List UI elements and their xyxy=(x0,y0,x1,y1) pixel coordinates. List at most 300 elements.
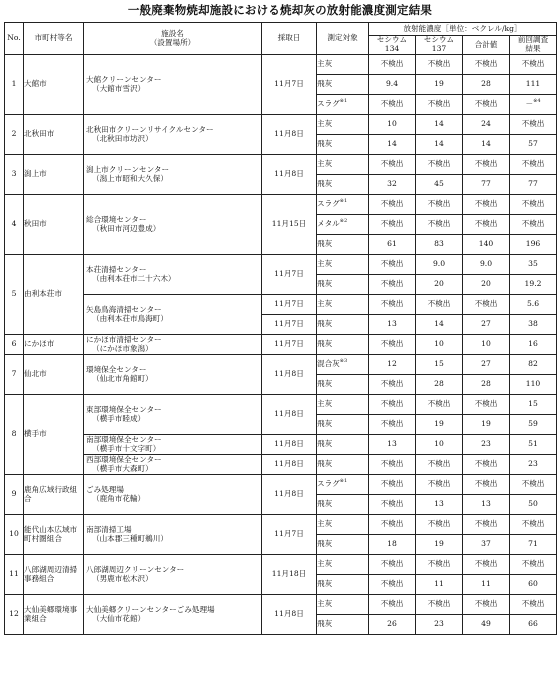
header-target: 測定対象 xyxy=(317,23,369,55)
value-previous xyxy=(510,135,557,155)
value-previous xyxy=(510,175,557,195)
value-previous xyxy=(510,555,557,575)
value-total: 不検出 xyxy=(463,55,510,75)
value-cs134: 不検出 xyxy=(369,395,416,415)
row-number: 4 xyxy=(5,195,24,255)
table-row xyxy=(5,115,557,135)
value-cs134: 不検出 xyxy=(369,455,416,475)
header-previous: 前回調査 結果 xyxy=(510,36,557,55)
facility-cell xyxy=(84,555,262,595)
value-cs137: 不検出 xyxy=(416,475,463,495)
facility-name: 矢島鳥海清掃センター xyxy=(86,304,162,314)
measure-target-label: 主灰 xyxy=(317,259,333,269)
measure-target xyxy=(317,395,369,415)
header-total: 合計値 xyxy=(463,36,510,55)
header-facility-location: （設置場所） xyxy=(149,37,196,47)
row-number: 7 xyxy=(5,355,24,395)
value-cs134: 不検出 xyxy=(369,195,416,215)
row-number: 6 xyxy=(5,335,24,355)
value-cs137: 10 xyxy=(416,435,463,455)
measure-target xyxy=(317,175,369,195)
value-total: 不検出 xyxy=(463,215,510,235)
measure-target xyxy=(317,475,369,495)
measure-target-label: 主灰 xyxy=(317,559,333,569)
value-total: 28 xyxy=(463,375,510,395)
page-title: 一般廃棄物焼却施設における焼却灰の放射能濃度測定結果 xyxy=(127,3,433,17)
value-cs134: 不検出 xyxy=(369,555,416,575)
value-cs134: 不検出 xyxy=(369,475,416,495)
facility-location: （横手市大森町） xyxy=(92,463,153,473)
value-previous xyxy=(510,435,557,455)
measure-target-label: メタル xyxy=(317,219,340,229)
value-previous xyxy=(510,415,557,435)
measure-target xyxy=(317,495,369,515)
value-previous-text: 不検出 xyxy=(521,119,545,129)
facility-cell xyxy=(84,195,262,255)
value-previous-text: 35 xyxy=(528,259,538,269)
value-previous xyxy=(510,615,557,635)
city-name: 由利本荘市 xyxy=(24,255,84,335)
table-row xyxy=(5,295,557,315)
value-previous-text: 57 xyxy=(528,139,538,149)
measure-target xyxy=(317,515,369,535)
measure-target xyxy=(317,195,369,215)
facility-location: （北秋田市坊沢） xyxy=(92,133,153,143)
value-previous-text: 23 xyxy=(528,459,538,469)
city-name: にかほ市 xyxy=(24,335,84,355)
value-cs134: 18 xyxy=(369,535,416,555)
table-row xyxy=(5,555,557,575)
table-row xyxy=(5,195,557,215)
value-cs134: 13 xyxy=(369,435,416,455)
row-number: 2 xyxy=(5,115,24,155)
header-cs134: セシウム 134 xyxy=(369,36,416,55)
value-previous-text: 110 xyxy=(525,379,541,389)
header-no: No. xyxy=(5,23,24,55)
value-total: 23 xyxy=(463,435,510,455)
value-total: 不検出 xyxy=(463,475,510,495)
value-cs134: 不検出 xyxy=(369,155,416,175)
value-cs137: 不検出 xyxy=(416,295,463,315)
table-row xyxy=(5,395,557,415)
measure-target xyxy=(317,55,369,75)
facility-cell xyxy=(84,115,262,155)
facility-cell xyxy=(84,435,262,455)
value-cs134: 不検出 xyxy=(369,95,416,115)
facility-name: 大仙美郷クリーンセンターごみ処理場 xyxy=(86,604,215,614)
value-cs137: 10 xyxy=(416,335,463,355)
value-total: 20 xyxy=(463,275,510,295)
facility-location: （大館市雪沢） xyxy=(92,83,146,93)
row-number: 3 xyxy=(5,155,24,195)
value-previous-text: 60 xyxy=(528,579,538,589)
sampling-date: 11月15日 xyxy=(262,195,317,255)
value-cs137: 19 xyxy=(416,415,463,435)
value-previous-text: 15 xyxy=(528,399,538,409)
measure-target-label: 飛灰 xyxy=(317,419,333,429)
measure-target xyxy=(317,455,369,475)
sampling-date: 11月7日 xyxy=(262,335,317,355)
value-cs134: 不検出 xyxy=(369,295,416,315)
value-cs137: 14 xyxy=(416,315,463,335)
city-name: 横手市 xyxy=(24,395,84,475)
value-total: 27 xyxy=(463,355,510,375)
facility-cell xyxy=(84,475,262,515)
value-previous-text: 71 xyxy=(528,539,538,549)
header-facility-name: 施設名 xyxy=(161,28,184,38)
value-total: 不検出 xyxy=(463,595,510,615)
facility-name: 潟上市クリーンセンター xyxy=(86,164,170,174)
measure-target-label: 主灰 xyxy=(317,299,333,309)
value-cs134: 10 xyxy=(369,115,416,135)
measure-target-label: 飛灰 xyxy=(317,179,333,189)
table-row xyxy=(5,55,557,75)
measure-target xyxy=(317,295,369,315)
header-concentration: 放射能濃度［単位：ベクレル/kg］ xyxy=(369,23,557,36)
city-name: 八郎湖周辺清掃事務組合 xyxy=(24,555,84,595)
measure-target xyxy=(317,75,369,95)
value-previous xyxy=(510,595,557,615)
value-previous-text: 不検出 xyxy=(521,159,545,169)
value-previous-text: 59 xyxy=(528,419,538,429)
measure-target-label: 飛灰 xyxy=(317,439,333,449)
value-cs137: 不検出 xyxy=(416,595,463,615)
sampling-date: 11月7日 xyxy=(262,315,317,335)
table-row xyxy=(5,455,557,475)
value-previous xyxy=(510,395,557,415)
value-previous xyxy=(510,355,557,375)
facility-name: 北秋田市クリーンリサイクルセンター xyxy=(86,124,214,134)
value-cs134: 不検出 xyxy=(369,375,416,395)
sampling-date: 11月8日 xyxy=(262,155,317,195)
value-cs137: 不検出 xyxy=(416,455,463,475)
value-previous xyxy=(510,375,557,395)
measure-target xyxy=(317,415,369,435)
value-previous xyxy=(510,75,557,95)
row-number: 10 xyxy=(5,515,24,555)
value-previous xyxy=(510,235,557,255)
value-cs137: 15 xyxy=(416,355,463,375)
facility-location: （横手市十文字町） xyxy=(92,443,161,453)
city-name: 北秋田市 xyxy=(24,115,84,155)
city-name: 秋田市 xyxy=(24,195,84,255)
measure-target-label: 飛灰 xyxy=(317,279,333,289)
facility-location: （山本郡三種町鵜川） xyxy=(92,533,168,543)
value-cs137: 23 xyxy=(416,615,463,635)
measure-target-label: 飛灰 xyxy=(317,539,333,549)
measure-target xyxy=(317,535,369,555)
header-date: 採取日 xyxy=(262,23,317,55)
value-previous-text: 不検出 xyxy=(521,559,545,569)
sampling-date: 11月8日 xyxy=(262,355,317,395)
value-previous xyxy=(510,535,557,555)
value-cs134: 不検出 xyxy=(369,595,416,615)
value-total: 10 xyxy=(463,335,510,355)
value-previous-text: 不検出 xyxy=(521,199,545,209)
table-row xyxy=(5,155,557,175)
facility-location: （にかほ市象潟） xyxy=(92,343,153,353)
measure-target xyxy=(317,615,369,635)
value-previous xyxy=(510,155,557,175)
value-previous xyxy=(510,455,557,475)
measure-target-label: 混合灰 xyxy=(317,359,340,369)
value-total: 24 xyxy=(463,115,510,135)
value-cs137: 14 xyxy=(416,135,463,155)
value-total: 140 xyxy=(463,235,510,255)
value-previous-text: 77 xyxy=(528,179,538,189)
value-previous xyxy=(510,575,557,595)
sampling-date: 11月8日 xyxy=(262,595,317,635)
header-city: 市町村等名 xyxy=(24,23,84,55)
row-number: 1 xyxy=(5,55,24,115)
value-cs134: 9.4 xyxy=(369,75,416,95)
sampling-date: 11月8日 xyxy=(262,115,317,155)
value-cs134: 不検出 xyxy=(369,275,416,295)
value-total: 不検出 xyxy=(463,395,510,415)
table-row xyxy=(5,595,557,615)
sampling-date: 11月8日 xyxy=(262,475,317,515)
value-previous-text: 196 xyxy=(525,239,541,249)
facility-name: 総合環境センター xyxy=(86,214,147,224)
value-previous xyxy=(510,315,557,335)
value-total: 49 xyxy=(463,615,510,635)
value-total: 11 xyxy=(463,575,510,595)
value-previous xyxy=(510,335,557,355)
row-number: 11 xyxy=(5,555,24,595)
value-cs137: 不検出 xyxy=(416,95,463,115)
sampling-date: 11月8日 xyxy=(262,455,317,475)
value-previous-text: 111 xyxy=(525,79,541,89)
value-previous-text: 不検出 xyxy=(521,219,545,229)
facility-name: 八郎湖周辺クリーンセンター xyxy=(86,564,185,574)
value-cs134: 12 xyxy=(369,355,416,375)
facility-location: （大仙市花館） xyxy=(92,613,146,623)
value-cs137: 不検出 xyxy=(416,195,463,215)
facility-cell xyxy=(84,595,262,635)
measure-target-label: 飛灰 xyxy=(317,239,333,249)
city-name: 潟上市 xyxy=(24,155,84,195)
results-body xyxy=(5,55,557,635)
city-name: 大仙美郷環境事業組合 xyxy=(24,595,84,635)
value-previous xyxy=(510,255,557,275)
city-name: 能代山本広域市町村圏組合 xyxy=(24,515,84,555)
value-cs137: 19 xyxy=(416,75,463,95)
measure-target-label: 主灰 xyxy=(317,59,333,69)
value-cs137: 45 xyxy=(416,175,463,195)
value-previous-text: 不検出 xyxy=(521,599,545,609)
value-cs134: 13 xyxy=(369,315,416,335)
value-total: 14 xyxy=(463,135,510,155)
facility-name: 南部清掃工場 xyxy=(86,524,132,534)
value-cs137: 28 xyxy=(416,375,463,395)
measure-target-label: 飛灰 xyxy=(317,459,333,469)
measure-target xyxy=(317,555,369,575)
value-cs134: 不検出 xyxy=(369,495,416,515)
value-previous-text: 82 xyxy=(528,359,538,369)
measure-target xyxy=(317,155,369,175)
facility-location: （由利本荘市鳥海町） xyxy=(92,313,168,323)
value-cs134: 14 xyxy=(369,135,416,155)
measure-target-label: 主灰 xyxy=(317,519,333,529)
measure-target-label: 飛灰 xyxy=(317,139,333,149)
measure-target xyxy=(317,95,369,115)
table-row xyxy=(5,475,557,495)
footnote-mark: ※2 xyxy=(339,218,348,225)
value-cs134: 不検出 xyxy=(369,215,416,235)
measure-target xyxy=(317,595,369,615)
measure-target-label: 飛灰 xyxy=(317,619,333,629)
facility-location: （秋田市河辺豊成） xyxy=(92,223,161,233)
measure-target-label: 飛灰 xyxy=(317,79,333,89)
value-previous xyxy=(510,475,557,495)
facility-cell xyxy=(84,355,262,395)
facility-name: 環境保全センター xyxy=(86,364,147,374)
measure-target xyxy=(317,355,369,375)
measure-target-label: 主灰 xyxy=(317,599,333,609)
measure-target xyxy=(317,375,369,395)
measure-target-label: 飛灰 xyxy=(317,319,333,329)
value-cs134: 不検出 xyxy=(369,335,416,355)
sampling-date: 11月18日 xyxy=(262,555,317,595)
measure-target xyxy=(317,315,369,335)
city-name: 大館市 xyxy=(24,55,84,115)
value-previous-text: 38 xyxy=(528,319,538,329)
value-cs137: 不検出 xyxy=(416,515,463,535)
value-previous-text: 5.6 xyxy=(526,299,540,309)
measure-target xyxy=(317,435,369,455)
value-previous xyxy=(510,115,557,135)
facility-name: ごみ処理場 xyxy=(86,484,124,494)
value-previous xyxy=(510,55,557,75)
value-cs137: 不検出 xyxy=(416,155,463,175)
facility-location: （仙北市角館町） xyxy=(92,373,153,383)
facility-location: （潟上市昭和大久保） xyxy=(92,173,168,183)
value-previous-text: 不検出 xyxy=(521,59,545,69)
sampling-date: 11月7日 xyxy=(262,295,317,315)
measure-target xyxy=(317,275,369,295)
facility-cell xyxy=(84,455,262,475)
footnote-mark: ※4 xyxy=(533,98,541,105)
value-previous-text: 不検出 xyxy=(521,519,545,529)
facility-name: 本荘清掃センター xyxy=(86,264,147,274)
measure-target xyxy=(317,575,369,595)
table-row xyxy=(5,255,557,275)
sampling-date: 11月8日 xyxy=(262,435,317,455)
measure-target-label: スラグ xyxy=(317,199,340,209)
facility-cell xyxy=(84,335,262,355)
value-previous xyxy=(510,215,557,235)
value-total: 37 xyxy=(463,535,510,555)
sampling-date: 11月7日 xyxy=(262,255,317,295)
value-total: 不検出 xyxy=(463,555,510,575)
value-total: 13 xyxy=(463,495,510,515)
facility-cell xyxy=(84,55,262,115)
table-row xyxy=(5,435,557,455)
value-cs137: 20 xyxy=(416,275,463,295)
value-previous-text: 16 xyxy=(528,339,538,349)
facility-cell xyxy=(84,395,262,435)
row-number: 12 xyxy=(5,595,24,635)
value-total: 不検出 xyxy=(463,295,510,315)
value-cs137: 不検出 xyxy=(416,55,463,75)
facility-name: 大館クリーンセンター xyxy=(86,74,162,84)
value-previous xyxy=(510,275,557,295)
footnote-mark: ※1 xyxy=(339,98,348,105)
measure-target-label: 主灰 xyxy=(317,119,333,129)
value-cs137: 14 xyxy=(416,115,463,135)
value-previous-text: 不検出 xyxy=(521,479,545,489)
value-previous xyxy=(510,195,557,215)
value-total: 不検出 xyxy=(463,515,510,535)
value-cs134: 不検出 xyxy=(369,415,416,435)
value-cs137: 19 xyxy=(416,535,463,555)
facility-name: 南部環境保全センター xyxy=(86,434,162,444)
value-cs134: 32 xyxy=(369,175,416,195)
measure-target-label: 主灰 xyxy=(317,399,333,409)
header-facility xyxy=(84,23,262,55)
value-total: 不検出 xyxy=(463,195,510,215)
table-row xyxy=(5,515,557,535)
measure-target xyxy=(317,335,369,355)
value-cs137: 11 xyxy=(416,575,463,595)
facility-cell xyxy=(84,515,262,555)
city-name: 鹿角広域行政組合 xyxy=(24,475,84,515)
measure-target-label: スラグ xyxy=(317,99,340,109)
value-previous xyxy=(510,515,557,535)
facility-cell xyxy=(84,255,262,295)
measure-target-label: 飛灰 xyxy=(317,579,333,589)
facility-location: （鹿角市花輪） xyxy=(92,493,146,503)
value-total: 不検出 xyxy=(463,95,510,115)
measure-target xyxy=(317,215,369,235)
facility-name: 西部環境保全センター xyxy=(86,454,162,464)
value-previous xyxy=(510,495,557,515)
value-total: 77 xyxy=(463,175,510,195)
value-previous xyxy=(510,295,557,315)
value-total: 27 xyxy=(463,315,510,335)
value-cs137: 9.0 xyxy=(416,255,463,275)
value-cs134: 不検出 xyxy=(369,575,416,595)
value-cs137: 83 xyxy=(416,235,463,255)
value-cs137: 13 xyxy=(416,495,463,515)
measure-target-label: 飛灰 xyxy=(317,499,333,509)
footnote-mark: ※3 xyxy=(339,358,348,365)
footnote-mark: ※1 xyxy=(339,198,348,205)
measure-target xyxy=(317,235,369,255)
facility-name: 東部環境保全センター xyxy=(86,404,162,414)
row-number: 5 xyxy=(5,255,24,335)
measure-target-label: スラグ xyxy=(317,479,340,489)
results-table xyxy=(4,22,557,635)
value-total: 不検出 xyxy=(463,155,510,175)
table-row xyxy=(5,355,557,375)
facility-location: （男鹿市松木沢） xyxy=(92,573,153,583)
facility-cell xyxy=(84,155,262,195)
value-cs137: 不検出 xyxy=(416,555,463,575)
measure-target xyxy=(317,135,369,155)
measure-target xyxy=(317,115,369,135)
city-name: 仙北市 xyxy=(24,355,84,395)
sampling-date: 11月7日 xyxy=(262,55,317,115)
value-cs134: 61 xyxy=(369,235,416,255)
facility-location: （由利本荘市二十六木） xyxy=(92,273,176,283)
value-cs134: 不検出 xyxy=(369,255,416,275)
value-total: 28 xyxy=(463,75,510,95)
measure-target-label: 飛灰 xyxy=(317,339,333,349)
measure-target-label: 主灰 xyxy=(317,159,333,169)
footnote-mark: ※1 xyxy=(339,478,348,485)
facility-cell xyxy=(84,295,262,335)
